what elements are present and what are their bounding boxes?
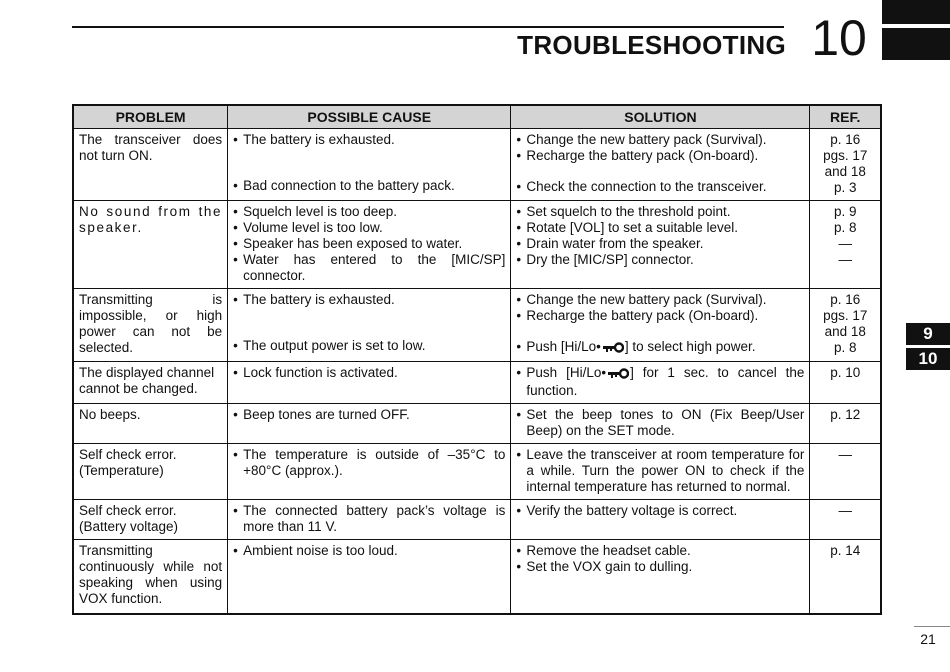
cause-cell: [228, 362, 511, 404]
solution-item: • Recharge the battery pack (On-board).: [516, 148, 804, 164]
cause-cell: [228, 289, 511, 362]
solution-item: • Set the VOX gain to dulling.: [516, 559, 804, 575]
cause-item: • Ambient noise is too loud.: [233, 543, 505, 559]
ref-page: p. 16: [830, 132, 861, 147]
problem-cell: Self check error. (Battery voltage): [73, 500, 228, 540]
table-row: [73, 500, 881, 540]
table-row: [73, 362, 881, 404]
solution-item: • Change the new battery pack (Survival).: [516, 132, 804, 148]
solution-cell: [511, 129, 810, 201]
problem-cell: Self check error. (Temperature): [73, 444, 228, 500]
problem-cell: The transceiver does not turn ON.: [73, 129, 228, 201]
chapter-tab-bar: [882, 0, 950, 24]
ref-page: p. 8: [833, 220, 857, 235]
cause-cell: [228, 129, 511, 201]
solution-cell: [511, 500, 810, 540]
ref-cell: [810, 500, 881, 540]
solution-item: • Verify the battery voltage is correct.: [516, 503, 804, 519]
table-row: [73, 540, 881, 615]
ref-page: and 18: [824, 324, 866, 339]
ref-page: —: [838, 252, 852, 267]
problem-cell: The displayed channel cannot be changed.: [73, 362, 228, 404]
solution-cell: [511, 404, 810, 444]
ref-cell: [810, 540, 881, 615]
cause-item: • Volume level is too low.: [233, 220, 505, 236]
ref-cell: [810, 404, 881, 444]
solution-item: • Set squelch to the threshold point.: [516, 204, 804, 220]
table-row: [73, 129, 881, 201]
solution-item: • Remove the headset cable.: [516, 543, 804, 559]
table-row: [73, 201, 881, 289]
ref-page: p. 3: [833, 180, 857, 195]
column-header-solution: SOLUTION: [511, 105, 810, 129]
ref-page: —: [838, 447, 852, 462]
problem-cell: Transmitting continuously while not speaking when using VOX function.: [73, 540, 228, 615]
column-header-ref: REF.: [810, 105, 881, 129]
column-header-cause: POSSIBLE CAUSE: [228, 105, 511, 129]
chapter-number: 10: [811, 10, 867, 66]
solution-item: • Push [Hi/Lo• ] for 1 sec. to cancel the function.: [516, 365, 804, 399]
cause-item: • Lock function is activated.: [233, 365, 505, 381]
solution-item: • Leave the transceiver at room temperature for a while. Turn the power ON to check if the internal temperature has returned to normal.: [516, 447, 804, 495]
solution-item: • Recharge the battery pack (On-board).: [516, 308, 804, 324]
header-rule: [72, 26, 784, 28]
cause-item: • The battery is exhausted.: [233, 292, 505, 308]
solution-item: • Set the beep tones to ON (Fix Beep/User Beep) on the SET mode.: [516, 407, 804, 439]
ref-cell: [810, 201, 881, 289]
ref-page: p. 16: [830, 292, 861, 307]
footer-rule: [914, 626, 950, 627]
cause-cell: [228, 444, 511, 500]
ref-page: p. 14: [830, 543, 861, 558]
ref-cell: [810, 362, 881, 404]
cause-item: • Squelch level is too deep.: [233, 204, 505, 220]
solution-item: • Rotate [VOL] to set a suitable level.: [516, 220, 804, 236]
cause-item: • The temperature is outside of –35°C to +80°C (approx.).: [233, 447, 505, 479]
ref-page: pgs. 17: [823, 308, 868, 323]
table-header-row: [73, 105, 881, 129]
table-row: [73, 404, 881, 444]
troubleshooting-table: [72, 104, 882, 615]
solution-item: • Push [Hi/Lo• ] to select high power.: [516, 339, 804, 357]
ref-cell: [810, 129, 881, 201]
solution-cell: [511, 289, 810, 362]
solution-cell: [511, 444, 810, 500]
solution-cell: [511, 362, 810, 404]
cause-item: • Speaker has been exposed to water.: [233, 236, 505, 252]
problem-cell: Transmitting is impossible, or high power can not be selected.: [73, 289, 228, 362]
page-title: TROUBLESHOOTING: [517, 30, 786, 60]
cause-item: • The connected battery pack’s voltage is more than 11 V.: [233, 503, 505, 535]
table-row: [73, 289, 881, 362]
solution-item: • Dry the [MIC/SP] connector.: [516, 252, 804, 268]
side-tab-9[interactable]: 9: [906, 323, 950, 345]
cause-cell: [228, 500, 511, 540]
cause-cell: [228, 404, 511, 444]
ref-page: p. 10: [830, 365, 861, 380]
problem-cell: No sound from the speaker.: [73, 201, 228, 289]
cause-cell: [228, 540, 511, 615]
problem-cell: No beeps.: [73, 404, 228, 444]
ref-cell: [810, 444, 881, 500]
key-icon: [607, 367, 629, 383]
solution-item: • Drain water from the speaker.: [516, 236, 804, 252]
cause-item: • Beep tones are turned OFF.: [233, 407, 505, 423]
side-tab-10[interactable]: 10: [906, 348, 950, 370]
ref-page: —: [838, 236, 852, 251]
ref-page: p. 8: [833, 340, 857, 355]
cause-item: • The output power is set to low.: [233, 338, 505, 354]
chapter-tab-bar: [882, 28, 950, 60]
ref-page: —: [838, 503, 852, 518]
ref-page: p. 12: [830, 407, 861, 422]
cause-item: • Water has entered to the [MIC/SP] connector.: [233, 252, 505, 284]
cause-cell: [228, 201, 511, 289]
solution-item: • Change the new battery pack (Survival).: [516, 292, 804, 308]
solution-cell: [511, 201, 810, 289]
cause-item: • The battery is exhausted.: [233, 132, 505, 148]
ref-page: and 18: [824, 164, 866, 179]
column-header-problem: PROBLEM: [73, 105, 228, 129]
key-icon: [602, 341, 624, 357]
cause-item: • Bad connection to the battery pack.: [233, 178, 505, 194]
ref-cell: [810, 289, 881, 362]
page-number: 21: [920, 631, 936, 647]
solution-cell: [511, 540, 810, 615]
ref-page: p. 9: [833, 204, 857, 219]
table-row: [73, 444, 881, 500]
ref-page: pgs. 17: [823, 148, 868, 163]
solution-item: • Check the connection to the transceiver.: [516, 179, 804, 195]
